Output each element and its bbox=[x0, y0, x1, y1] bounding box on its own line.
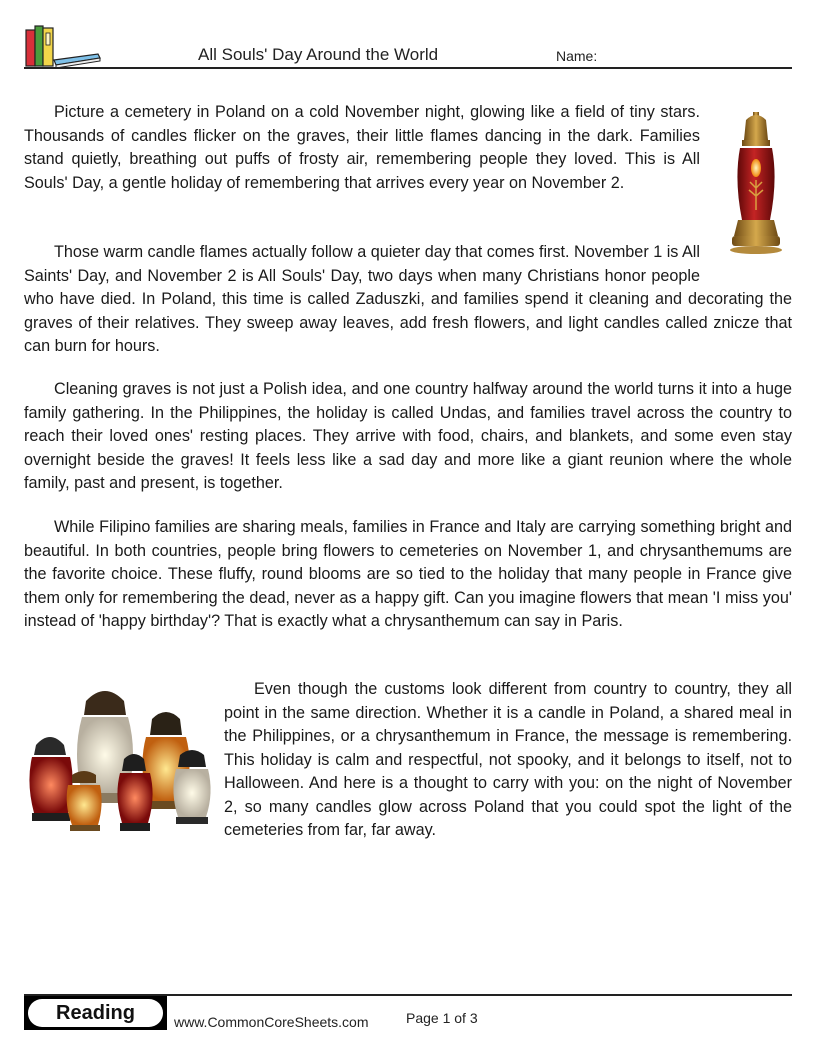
name-label: Name: bbox=[556, 48, 598, 64]
page-number: Page 1 of 3 bbox=[406, 1010, 478, 1026]
grave-candle-image bbox=[728, 110, 784, 256]
page-title: All Souls' Day Around the World bbox=[198, 45, 439, 64]
reading-label: Reading bbox=[28, 999, 163, 1027]
header-divider bbox=[24, 67, 792, 69]
grave-candles-group-image bbox=[28, 683, 218, 833]
paragraph-4: While Filipino families are sharing meals, families in France and Italy are carrying something bright and beautiful. In both countries, people bring flowers to cemeteries on November 1, and chrysanthemums are the favorite choice. These fluffy, round blooms are so tied to the holiday that many people in France give them only for remembering the dead, never as a happy gift. Can you imagine flowers that mean 'I miss you' instead of 'happy birthday'? That is exactly what a chrysanthemum can say in Paris. bbox=[24, 518, 792, 630]
paragraph-3: Cleaning graves is not just a Polish idea, and one country halfway around the world turns it into a huge family gathering. In the Philippines, the holiday is called Undas, and families travel across the country to reach their loved ones' resting places. They arrive with food, chairs, and blankets, and some even stay overnight beside the graves! It feels less like a sad day and more like a giant reunion where the whole family, past and present, is together. bbox=[24, 380, 792, 492]
books-icon bbox=[24, 24, 104, 68]
site-url: www.CommonCoreSheets.com bbox=[174, 1014, 369, 1030]
paragraph-2: Those warm candle flames actually follow a quieter day that comes first. November 1 is All Saints' Day, and November 2 is All Souls' Day, two days when many Christians honor people who have died. In Poland, this time is called Zaduszki, and families spend it cleaning and decorating the graves of their relatives. They sweep away leaves, add fresh flowers, and light candles called znicze that can burn for hours. bbox=[24, 243, 792, 355]
paragraph-1: Picture a cemetery in Poland on a cold November night, glowing like a field of tiny stars. Thousands of candles flicker on the graves, their little flames dancing in the dark. Families stand quietly, breathing out puffs of frosty air, remembering people they loved. This is All Souls' Day, a gentle holiday of remembering that arrives every year on November 2. bbox=[24, 103, 700, 192]
reading-badge bbox=[24, 996, 167, 1030]
page-header bbox=[24, 22, 792, 70]
paragraph-5: Even though the customs look different from country to country, they all point in the same direction. Whether it is a candle in Poland, a shared meal in the Philippines, or a chrysanthemum in France, the message is remembering. This holiday is calm and respectful, not spooky, and it belongs to itself, not to Halloween. And here is a thought to carry with you: on the night of November 2, so many candles glow across Poland that you could spot the light of the cemeteries from far, far away. bbox=[224, 680, 792, 839]
